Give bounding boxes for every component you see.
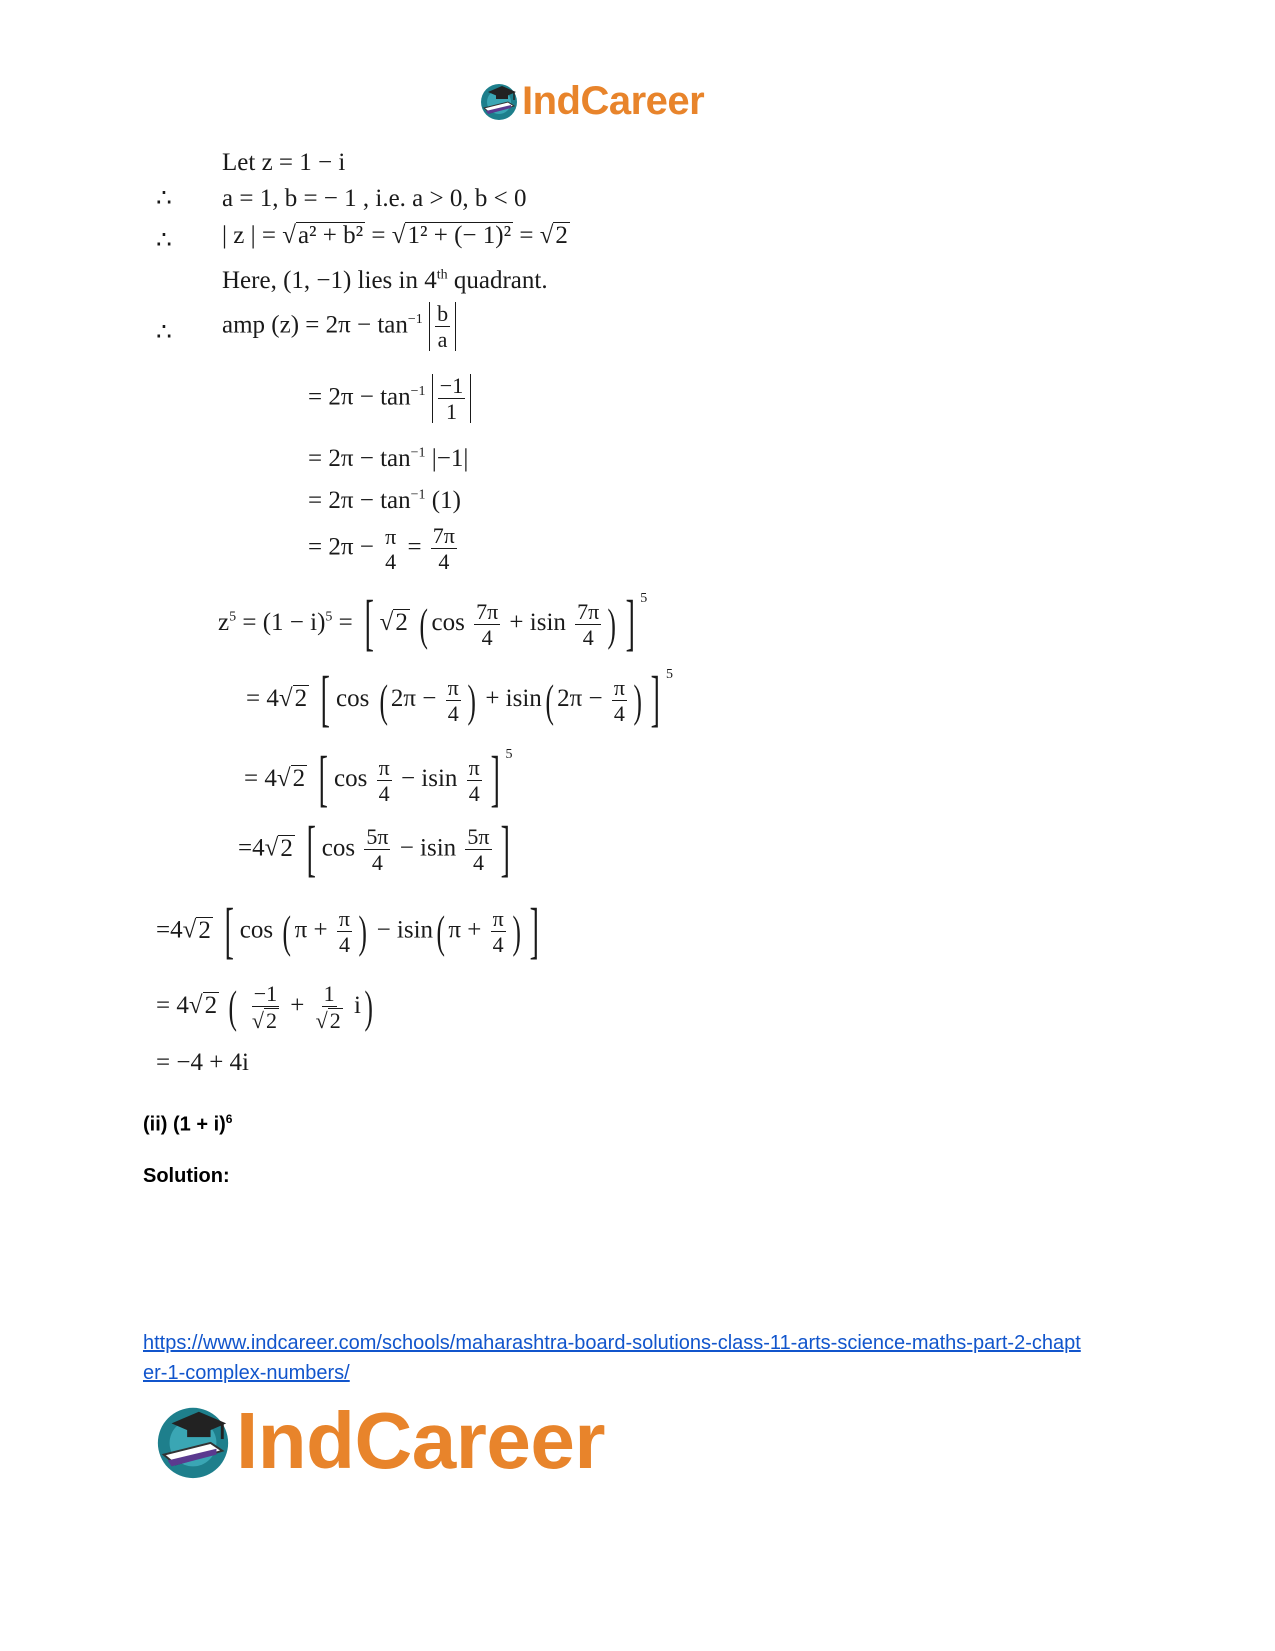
fraction [467,756,482,805]
question-power: 6 [225,1112,233,1126]
minus-isin: − isin [400,765,458,792]
math-line-8 [308,488,461,513]
math-line-5 [222,302,456,351]
step-text: = 2π − tan [308,487,411,514]
numerator: π [447,674,459,700]
therefore-symbol: ∴ [156,227,172,254]
denominator: a [437,327,448,353]
sqrt-two: 2 [204,991,218,1019]
sqrt-two: 2 [329,1008,341,1034]
amp-text: amp (z) = 2π − tan [222,311,408,339]
step-text: = 2π − tan [308,445,411,472]
fraction [377,756,392,805]
inverse-sup: −1 [407,312,423,327]
two-pi-minus: 2π − [390,685,437,712]
numerator: π [338,906,350,932]
th-sup: th [436,267,448,283]
fraction [337,907,352,956]
denominator: 4 [582,624,594,650]
math-line-15: = 4√2 ( $\frac{-1}{√2}$ + $\frac{1}{√2}$ i) [156,981,373,1034]
denominator: 4 [371,850,383,876]
cos-text: cos [334,765,368,792]
plus-isin: + isin [509,609,566,636]
sqrt-two: 2 [555,222,568,249]
cos-text: cos [431,609,465,636]
denominator: √2 [251,1008,277,1034]
minus-isin: − isin [399,834,457,862]
equals: = [332,609,353,636]
denominator: 4 [338,932,350,958]
equals: = [407,533,422,561]
numerator: 5π [467,824,490,850]
numerator: π [613,674,625,700]
fraction [364,825,390,874]
sqrt-two: 2 [198,916,211,944]
question-label: (ii) (1 + i) [143,1113,226,1136]
inverse-sup: −1 [410,445,426,461]
fraction [446,676,461,725]
fraction [250,982,281,1032]
numerator: 7π [432,523,455,548]
sqrt-two: 2 [266,1008,277,1034]
math-line-12: = 4√2 [ cos $\frac{\pi}{4}$ − isin $\frac{\pi}{4}$ ] $^5$ [244,745,513,814]
inverse-sup: −1 [410,384,426,399]
cos-text: cos [239,916,274,944]
a-b-values: a = 1, b = − 1 , i.e. a > 0, b < 0 [222,185,527,212]
numerator: 1 [323,981,335,1006]
sqrt-a2-b2: a² + b² [297,222,364,249]
therefore-symbol: ∴ [156,185,172,212]
power-5: 5 [665,667,673,682]
four-coef: =4 [238,834,265,862]
power-5: 5 [325,609,333,625]
fraction [383,525,398,573]
fraction [431,524,457,573]
math-line-3: | z | = √a² + b² = √1² + (− 1)² = √2 [222,222,568,249]
i-var: i [353,991,361,1019]
fraction [491,907,506,956]
quadrant-word: quadrant. [447,267,548,294]
sqrt-two: 2 [292,765,306,792]
power-5: 5 [229,609,237,625]
math-line-10: $z^5 = (1 - i)^5$ = [ √2 ( cos $\frac{7\pi}{4}$ + isin $\frac{7\pi}{4}$ ) ] $^5$ [218,589,648,658]
numerator: π [492,906,504,932]
denominator: 4 [613,700,625,726]
math-line-1 [222,150,345,175]
solution-label: Solution: [143,1165,230,1187]
abs-neg-one: |−1| [431,445,469,472]
numerator: π [385,523,397,549]
numerator: −1 [253,981,278,1006]
fraction [438,374,465,423]
two-pi-minus: 2π − [557,685,603,712]
math-line-13: =4√2 [ cos $\frac{5\pi}{4}$ − isin $\frac{5\pi}{4}$ ] [238,815,510,883]
fraction [435,302,450,351]
fraction [465,825,491,874]
denominator: 4 [472,850,484,876]
denominator: 4 [492,932,504,958]
sqrt-two: 2 [395,609,408,636]
math-line-9 [308,524,460,573]
numerator: 7π [577,598,600,624]
denominator: 4 [481,624,493,650]
denominator: 4 [447,700,459,726]
sqrt-values: 1² + (− 1)² [407,222,512,249]
one-minus-i: = (1 − i) [236,609,326,636]
four-coef: = 4 [156,991,189,1019]
abs-fraction [432,374,471,423]
pi-plus: π + [448,916,482,944]
modulus-text: | z | = [222,222,276,249]
power-5: 5 [640,591,648,606]
numerator: π [468,754,480,780]
step-text: = 2π − [308,533,374,561]
math-line-11: = 4√2 [ cos ( 2π − $\frac{\pi}{4}$ ) + isin( 2π − $\frac{\pi}{4}$ ) ] $^5$ [246,665,673,734]
final-answer: = −4 + 4i [156,1049,249,1076]
step-text: = 2π − tan [308,383,411,411]
math-line-4 [222,268,548,293]
denominator: 1 [445,399,457,425]
equals: = [371,222,386,249]
denominator: √2 [315,1008,341,1034]
four-coef: = 4 [244,765,277,792]
inverse-sup: −1 [410,487,426,503]
let-z-text: Let z = 1 − i [222,149,346,176]
therefore-symbol: ∴ [156,319,172,346]
plus: + [290,991,305,1019]
fraction [575,600,601,649]
cos-text: cos [336,685,370,712]
numerator: −1 [439,373,464,398]
numerator: 5π [366,824,389,850]
graduation-cap-book-icon [478,80,520,122]
quadrant-text: Here, (1, −1) lies in 4 [222,267,437,294]
sqrt-two: 2 [294,685,308,712]
numerator: b [437,301,449,326]
source-url-link[interactable]: https://www.indcareer.com/schools/maharashtra-board-solutions-class-11-arts-science-maths-part-2-chapter-1-complex-numbers/ [143,1332,1081,1384]
header-logo-text: IndCareer [522,78,705,123]
footer-logo-text: IndCareer [236,1396,605,1485]
question-ii [143,1112,232,1137]
plus-isin: + isin [485,685,542,712]
math-line-2 [222,186,526,211]
math-line-6 [308,374,471,423]
fraction [314,982,345,1032]
numerator: π [378,754,390,780]
sqrt-two: 2 [280,834,293,862]
paren-one: (1) [431,487,461,514]
z-var: z [218,609,230,636]
denominator: 4 [385,548,397,574]
denominator: 4 [468,780,480,806]
numerator: 7π [476,598,499,624]
fraction [612,676,627,725]
fraction [474,600,500,649]
abs-b-over-a [429,302,456,351]
graduation-cap-book-icon [152,1400,234,1482]
denominator: 4 [378,780,390,806]
math-line-14: =4√2 [ cos ( π + $\frac{\pi}{4}$ ) − isin( π + $\frac{\pi}{4}$ ) ] [156,897,540,965]
header-logo [478,78,704,124]
minus-isin: − isin [376,916,434,944]
math-line-16 [156,1050,249,1075]
four-coef: = 4 [246,685,279,712]
four-coef: =4 [156,916,183,944]
power-5: 5 [505,747,513,762]
pi-plus: π + [294,916,328,944]
footer-logo [152,1398,605,1484]
equals: = [519,222,534,249]
cos-text: cos [321,834,356,862]
math-line-7 [308,446,468,471]
denominator: 4 [438,549,450,575]
